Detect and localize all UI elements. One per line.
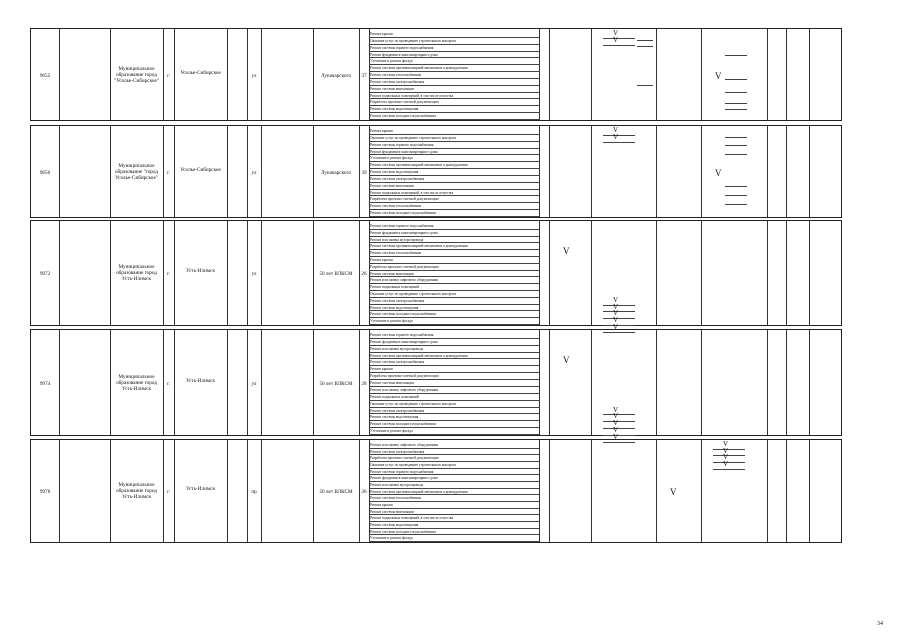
work-item: Ремонт подвальных помещений, в том числе отмостка	[369, 93, 539, 100]
check-mark: V	[613, 426, 619, 435]
record-id: 9655	[39, 72, 51, 79]
mark-underline	[603, 45, 635, 46]
settlement-type: г.	[167, 169, 170, 176]
work-item: Ремонт системы горячего водоснабжения	[369, 332, 539, 339]
column-divider	[539, 126, 540, 217]
column-divider	[809, 330, 810, 435]
work-item: Ремонт подвальных помещений, в том числе отмостка	[369, 515, 539, 522]
column-divider	[786, 221, 787, 325]
mark-underline	[603, 318, 635, 319]
check-mark: V	[613, 405, 619, 414]
work-item: Ремонт системы водоотведения	[369, 169, 539, 176]
municipality-name: Муниципальное образование город Усть-Илимск	[116, 482, 157, 500]
column-divider	[656, 29, 657, 120]
mark-underline	[603, 305, 635, 306]
column-divider	[656, 126, 657, 217]
municipality-name: Муниципальное образование город Усть-Илимск	[116, 373, 157, 392]
work-item: Ремонт фундамента многоквартирного дома	[369, 149, 539, 156]
work-item: Ремонт крыши	[369, 31, 539, 38]
settlement-name: Усть-Илимск	[186, 377, 215, 384]
column-divider	[767, 221, 768, 325]
work-item: Ремонт системы горячего водоснабжения	[369, 469, 539, 476]
column-divider	[656, 221, 657, 325]
column-divider	[59, 126, 60, 217]
work-item: Разработка проектно-сметной документации	[369, 196, 539, 203]
column-divider	[786, 330, 787, 435]
work-item: Ремонт системы электроснабжения	[369, 298, 539, 305]
column-divider	[701, 29, 702, 120]
work-item: Ремонт или замену лифтового оборудования	[369, 277, 539, 284]
work-item: Ремонт системы горячего водоснабжения	[369, 223, 539, 230]
check-mark: V	[613, 132, 619, 141]
cell-divider	[725, 145, 747, 146]
record-block	[30, 125, 842, 218]
house-number: 39	[361, 169, 367, 176]
work-item: Оказание услуг по проведению строительного контроля	[369, 291, 539, 298]
work-item: Оказание услуг по проведению строительного контроля	[369, 38, 539, 45]
work-item: Утепление и ремонт фасада	[369, 58, 539, 65]
work-item: Ремонт крыши	[369, 257, 539, 264]
cell-divider	[637, 40, 653, 41]
check-mark: V	[613, 302, 619, 311]
street-type: ул	[251, 380, 257, 387]
work-item: Ремонт системы вентиляции	[369, 509, 539, 516]
house-number: 37	[361, 72, 367, 79]
column-divider	[59, 330, 60, 435]
settlement-type: г.	[167, 489, 170, 495]
house-number: 28	[361, 380, 367, 387]
check-mark: V	[723, 460, 729, 468]
column-divider	[539, 29, 540, 120]
column-divider	[549, 440, 550, 542]
column-divider	[701, 126, 702, 217]
street-type: ул	[251, 271, 257, 277]
column-divider	[227, 221, 228, 325]
settlement-name: Усолье-Сибирское	[180, 69, 221, 76]
column-divider	[767, 330, 768, 435]
work-item: Ремонт подвальных помещений	[369, 284, 539, 291]
work-item: Ремонт подвальных помещений	[369, 394, 539, 401]
cell-divider	[725, 79, 747, 80]
work-item: Ремонт системы горячего водоснабжения	[369, 142, 539, 149]
column-divider	[59, 440, 60, 542]
work-item: Утепление и ремонт фасада	[369, 155, 539, 162]
check-mark: V	[723, 453, 729, 462]
summary-check-mark: V	[563, 245, 570, 256]
work-item: Оказание услуг по проведению строительного контроля	[369, 135, 539, 142]
column-divider	[59, 221, 60, 325]
mark-underline	[603, 38, 635, 39]
column-divider	[701, 330, 702, 435]
column-divider	[809, 440, 810, 542]
work-item: Ремонт системы электроснабжения	[369, 408, 539, 415]
street-name: 50 лет ВЛКСМ	[319, 489, 353, 495]
work-item: Ремонт системы холодного водоснабжения	[369, 311, 539, 318]
work-list	[369, 29, 539, 120]
work-item: Ремонт системы электроснабжения	[369, 449, 539, 456]
work-item: Ремонт системы противопожарной автоматики и дымоудаления	[369, 489, 539, 496]
work-item: Ремонт системы теплоснабжения	[369, 203, 539, 210]
column-divider	[539, 440, 540, 542]
work-list	[369, 440, 539, 542]
work-item: Ремонт системы холодного водоснабжения	[369, 421, 539, 428]
work-list	[369, 221, 539, 325]
column-divider	[227, 440, 228, 542]
work-item: Ремонт фундамента многоквартирного дома	[369, 339, 539, 346]
work-item: Ремонт крыши	[369, 128, 539, 135]
summary-check-mark: V	[670, 487, 677, 497]
check-mark: V	[613, 35, 619, 44]
work-item: Ремонт системы вентиляции	[369, 380, 539, 387]
column-divider	[261, 29, 262, 120]
record-block	[30, 329, 842, 441]
settlement-name: Усть-Илимск	[186, 268, 215, 274]
column-divider	[786, 440, 787, 542]
mark-underline	[603, 142, 635, 143]
check-mark: V	[613, 316, 619, 325]
street-name: 50 лет ВЛКСМ	[319, 271, 353, 277]
mark-underline	[713, 455, 745, 456]
column-divider	[809, 221, 810, 325]
settlement-name: Усолье-Сибирское	[180, 166, 221, 173]
column-divider	[767, 440, 768, 542]
cell-divider	[725, 103, 747, 104]
street-name: Луначарского	[320, 169, 352, 176]
work-item: Ремонт системы противопожарной автоматики и дымоудаления	[369, 65, 539, 72]
check-mark: V	[723, 446, 729, 455]
column-divider	[261, 221, 262, 325]
column-divider	[549, 29, 550, 120]
street-type: ул	[251, 72, 257, 79]
column-divider	[227, 126, 228, 217]
cell-divider	[725, 137, 747, 138]
municipality-name: Муниципальное образование "город Усолье-Сибирское"	[115, 162, 158, 181]
work-list	[369, 330, 539, 435]
check-mark: V	[723, 440, 729, 448]
work-item: Ремонт системы холодного водоснабжения	[369, 210, 539, 217]
cell-divider	[725, 92, 747, 93]
work-item: Ремонт системы электроснабжения	[369, 79, 539, 86]
check-mark: V	[613, 433, 619, 441]
record-block	[30, 439, 842, 543]
work-item: Ремонт системы теплоснабжения	[369, 495, 539, 502]
street-name: 50 лет ВЛКСМ	[319, 380, 353, 387]
work-item: Разработка проектно-сметной документации	[369, 373, 539, 380]
settlement-type: г.	[167, 380, 170, 387]
work-item: Ремонт фундамента многоквартирного дома	[369, 230, 539, 237]
work-item: Ремонт системы вентиляции	[369, 183, 539, 190]
settlement-type: г.	[167, 271, 170, 277]
work-item: Ремонт или замена мусоропровода	[369, 346, 539, 353]
cell-divider	[725, 204, 747, 205]
municipality-name: Муниципальное образование город "Усолье-Сибирское"	[114, 65, 159, 84]
street-type: пр	[251, 489, 257, 495]
page-number: 34	[877, 621, 883, 627]
cell-divider	[725, 186, 747, 187]
work-item: Оказание услуг по проведению строительного контроля	[369, 401, 539, 408]
column-divider	[227, 330, 228, 435]
cell-divider	[725, 55, 747, 56]
column-divider	[539, 330, 540, 435]
mark-underline	[603, 421, 635, 422]
mark-underline	[603, 325, 635, 326]
work-item: Ремонт системы противопожарной автоматики и дымоудаления	[369, 353, 539, 360]
mark-underline	[603, 135, 635, 136]
work-list	[369, 126, 539, 217]
column-divider	[261, 330, 262, 435]
record-id: 9972	[39, 271, 51, 277]
record-block	[30, 220, 842, 331]
column-divider	[549, 330, 550, 435]
column-divider	[656, 440, 657, 542]
work-item: Ремонт системы вентиляции	[369, 86, 539, 93]
street-type: ул	[251, 169, 257, 176]
work-item: Ремонт системы водоотведения	[369, 305, 539, 312]
settlement-name: Усть-Илимск	[186, 486, 215, 492]
summary-check-mark: V	[563, 354, 570, 365]
column-divider	[227, 29, 228, 120]
house-number: 26	[361, 271, 367, 277]
record-block	[30, 28, 842, 121]
check-mark: V	[613, 309, 619, 318]
work-item: Ремонт системы противопожарной автоматики и дымоудаления	[369, 162, 539, 169]
cell-divider	[725, 195, 747, 196]
work-item: Разработка проектно-сметной документации	[369, 455, 539, 462]
work-item: Оказание услуг по проведению строительного контроля	[369, 462, 539, 469]
mark-underline	[603, 414, 635, 415]
work-item: Ремонт системы водоотведения	[369, 414, 539, 421]
column-divider	[261, 126, 262, 217]
column-divider	[591, 440, 592, 542]
column-divider	[549, 221, 550, 325]
check-mark: V	[613, 419, 619, 428]
work-item: Ремонт фундамента многоквартирного дома	[369, 52, 539, 59]
work-item: Ремонт или замена мусоропровода	[369, 482, 539, 489]
cell-divider	[725, 154, 747, 155]
record-id: 9656	[39, 169, 51, 176]
record-id: 9978	[39, 489, 51, 495]
street-name: Луначарского	[320, 72, 352, 79]
work-item: Ремонт системы холодного водоснабжения	[369, 529, 539, 536]
column-divider	[549, 126, 550, 217]
settlement-type: г.	[167, 72, 170, 79]
check-mark: V	[613, 29, 619, 37]
work-item: Ремонт системы водоотведения	[369, 522, 539, 529]
work-item: Ремонт крыши	[369, 502, 539, 509]
column-divider	[809, 29, 810, 120]
work-item: Ремонт фундамента многоквартирного дома	[369, 475, 539, 482]
column-divider	[591, 221, 592, 325]
check-mark: V	[613, 412, 619, 421]
work-item: Утепление и ремонт фасада	[369, 535, 539, 542]
column-divider	[767, 29, 768, 120]
municipality-name: Муниципальное образование город Усть-Илимск	[116, 264, 157, 282]
mark-underline	[713, 469, 745, 470]
check-mark: V	[613, 126, 619, 134]
summary-check-mark: V	[715, 70, 722, 81]
work-item: Разработка проектно-сметной документации	[369, 99, 539, 106]
work-item: Разработка проектно-сметной документации	[369, 264, 539, 271]
work-item: Ремонт или замену лифтового оборудования	[369, 387, 539, 394]
column-divider	[539, 221, 540, 325]
work-item: Ремонт системы водоотведения	[369, 106, 539, 113]
column-divider	[591, 126, 592, 217]
column-divider	[809, 126, 810, 217]
column-divider	[591, 29, 592, 120]
record-id: 9974	[39, 380, 51, 387]
work-item: Ремонт системы вентиляции	[369, 271, 539, 278]
column-divider	[767, 126, 768, 217]
cell-divider	[637, 85, 653, 86]
column-divider	[786, 126, 787, 217]
work-item: Утепление и ремонт фасада	[369, 318, 539, 325]
column-divider	[701, 221, 702, 325]
work-item: Ремонт системы горячего водоснабжения	[369, 45, 539, 52]
work-item: Ремонт системы электроснабжения	[369, 176, 539, 183]
work-item: Ремонт или замену лифтового оборудования	[369, 442, 539, 449]
cell-divider	[725, 109, 747, 110]
column-divider	[261, 440, 262, 542]
house-number: 36	[361, 489, 367, 495]
work-item: Ремонт системы теплоснабжения	[369, 72, 539, 79]
mark-underline	[603, 435, 635, 436]
work-item: Ремонт подвальных помещений, в том числе отмостка	[369, 190, 539, 197]
column-divider	[786, 29, 787, 120]
check-mark: V	[613, 295, 619, 304]
work-item: Ремонт системы электроснабжения	[369, 359, 539, 366]
mark-underline	[713, 449, 745, 450]
column-divider	[656, 330, 657, 435]
work-item: Утепление и ремонт фасада	[369, 428, 539, 435]
work-item: Ремонт системы холодного водоснабжения	[369, 113, 539, 120]
work-item: Ремонт системы теплоснабжения	[369, 250, 539, 257]
column-divider	[59, 29, 60, 120]
summary-check-mark: V	[715, 167, 722, 178]
check-mark: V	[613, 323, 619, 331]
work-item: Ремонт или замена мусоропровода	[369, 237, 539, 244]
work-item: Ремонт крыши	[369, 366, 539, 373]
mark-underline	[603, 428, 635, 429]
cell-divider	[637, 46, 653, 47]
mark-underline	[603, 311, 635, 312]
work-item: Ремонт системы противопожарной автоматики и дымоудаления	[369, 243, 539, 250]
column-divider	[591, 330, 592, 435]
column-divider	[701, 440, 702, 542]
mark-underline	[713, 462, 745, 463]
